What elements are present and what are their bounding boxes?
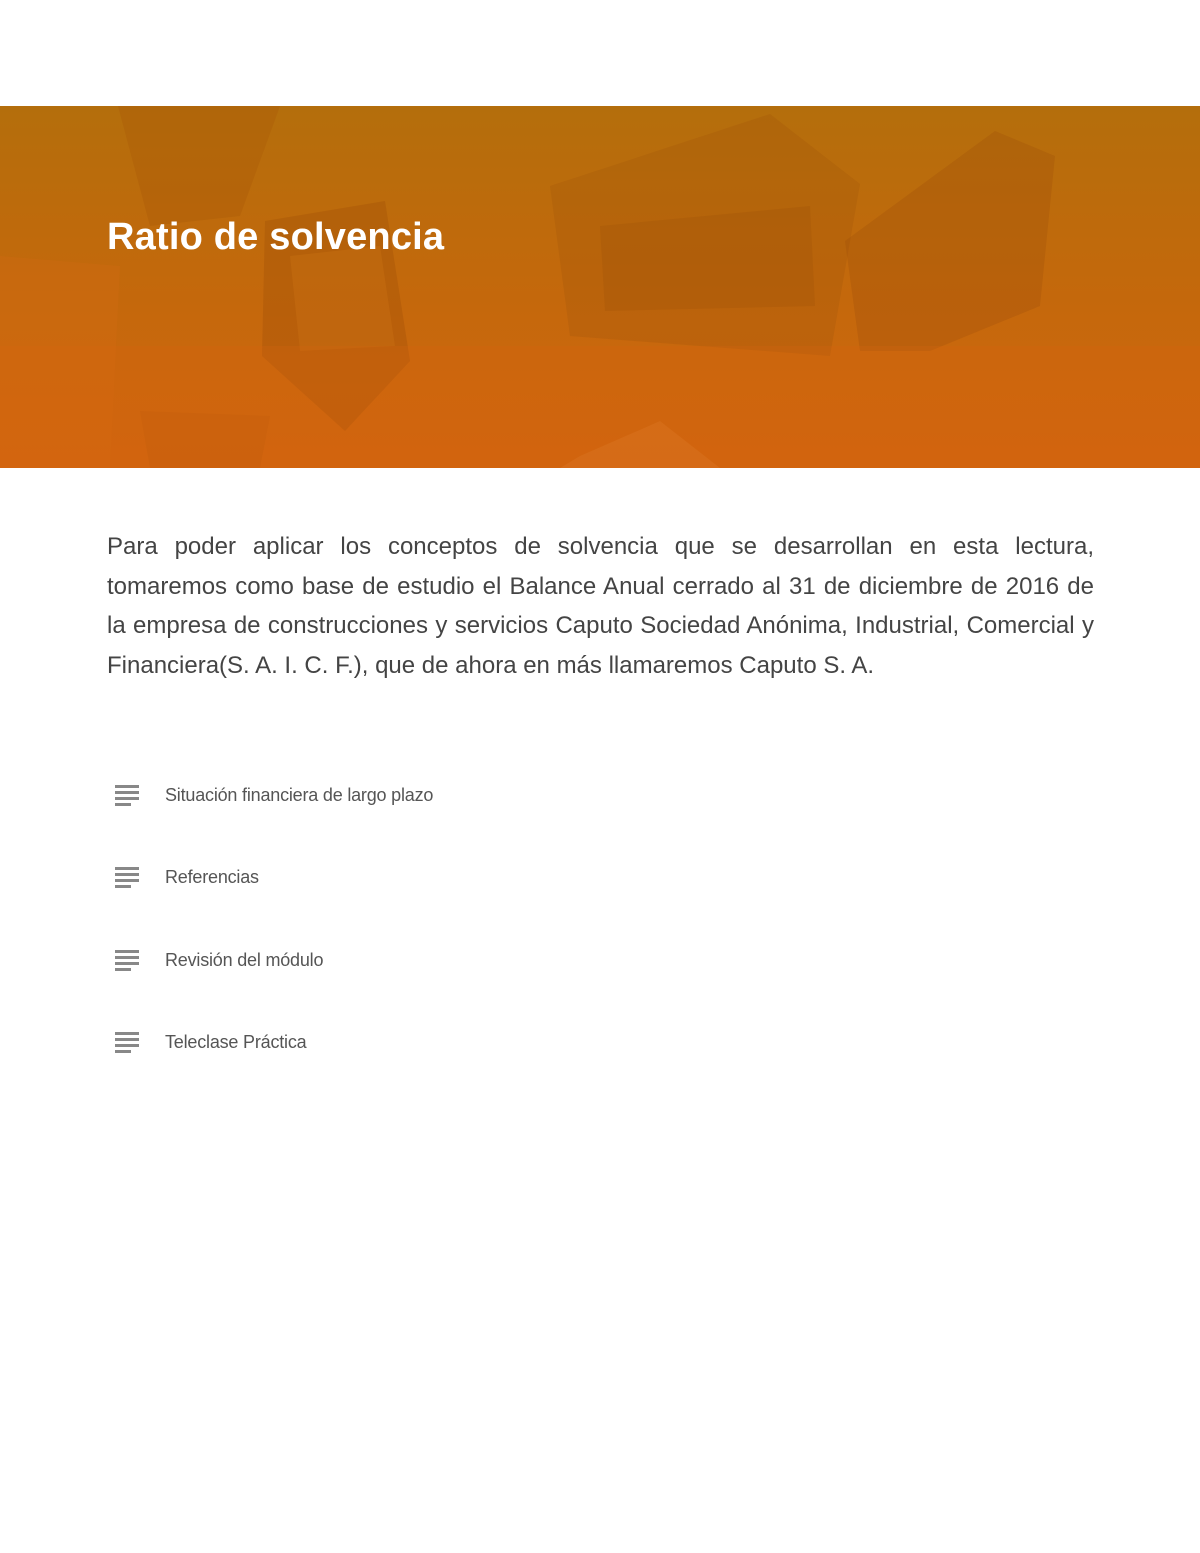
toc-item-label: Teleclase Práctica: [165, 1031, 307, 1052]
paragraph-lines-icon: [115, 1029, 141, 1053]
toc-item-referencias[interactable]: [115, 856, 815, 938]
toc-item-label: Revisión del módulo: [165, 949, 324, 970]
toc-item-label: Referencias: [165, 867, 259, 888]
page-title: Ratio de solvencia: [107, 216, 445, 258]
toc-item-teleclase-practica[interactable]: [115, 1021, 815, 1103]
toc-item-label: Situación financiera de largo plazo: [165, 785, 434, 805]
paragraph-lines-icon: [115, 782, 141, 806]
toc-item-situacion-financiera[interactable]: [115, 774, 815, 856]
toc-item-revision-modulo[interactable]: [115, 939, 815, 1021]
intro-paragraph: Para poder aplicar los conceptos de solvencia que se desarrollan en esta lectura, tomaremos como base de estudio el Balance Anual cerrado al 31 de diciembre de 2016 de la empresa de construcciones y servicios Caputo Sociedad Anónima, Industrial, Comercial y Financiera(S. A. I. C. F.), que de ahora en más llamaremos Caputo S. A.: [107, 533, 1094, 680]
header-banner: [0, 106, 1200, 468]
table-of-contents: [115, 774, 815, 1103]
paragraph-lines-icon: [115, 864, 141, 888]
banner-background-image: [0, 106, 1200, 468]
paragraph-lines-icon: [115, 947, 141, 971]
